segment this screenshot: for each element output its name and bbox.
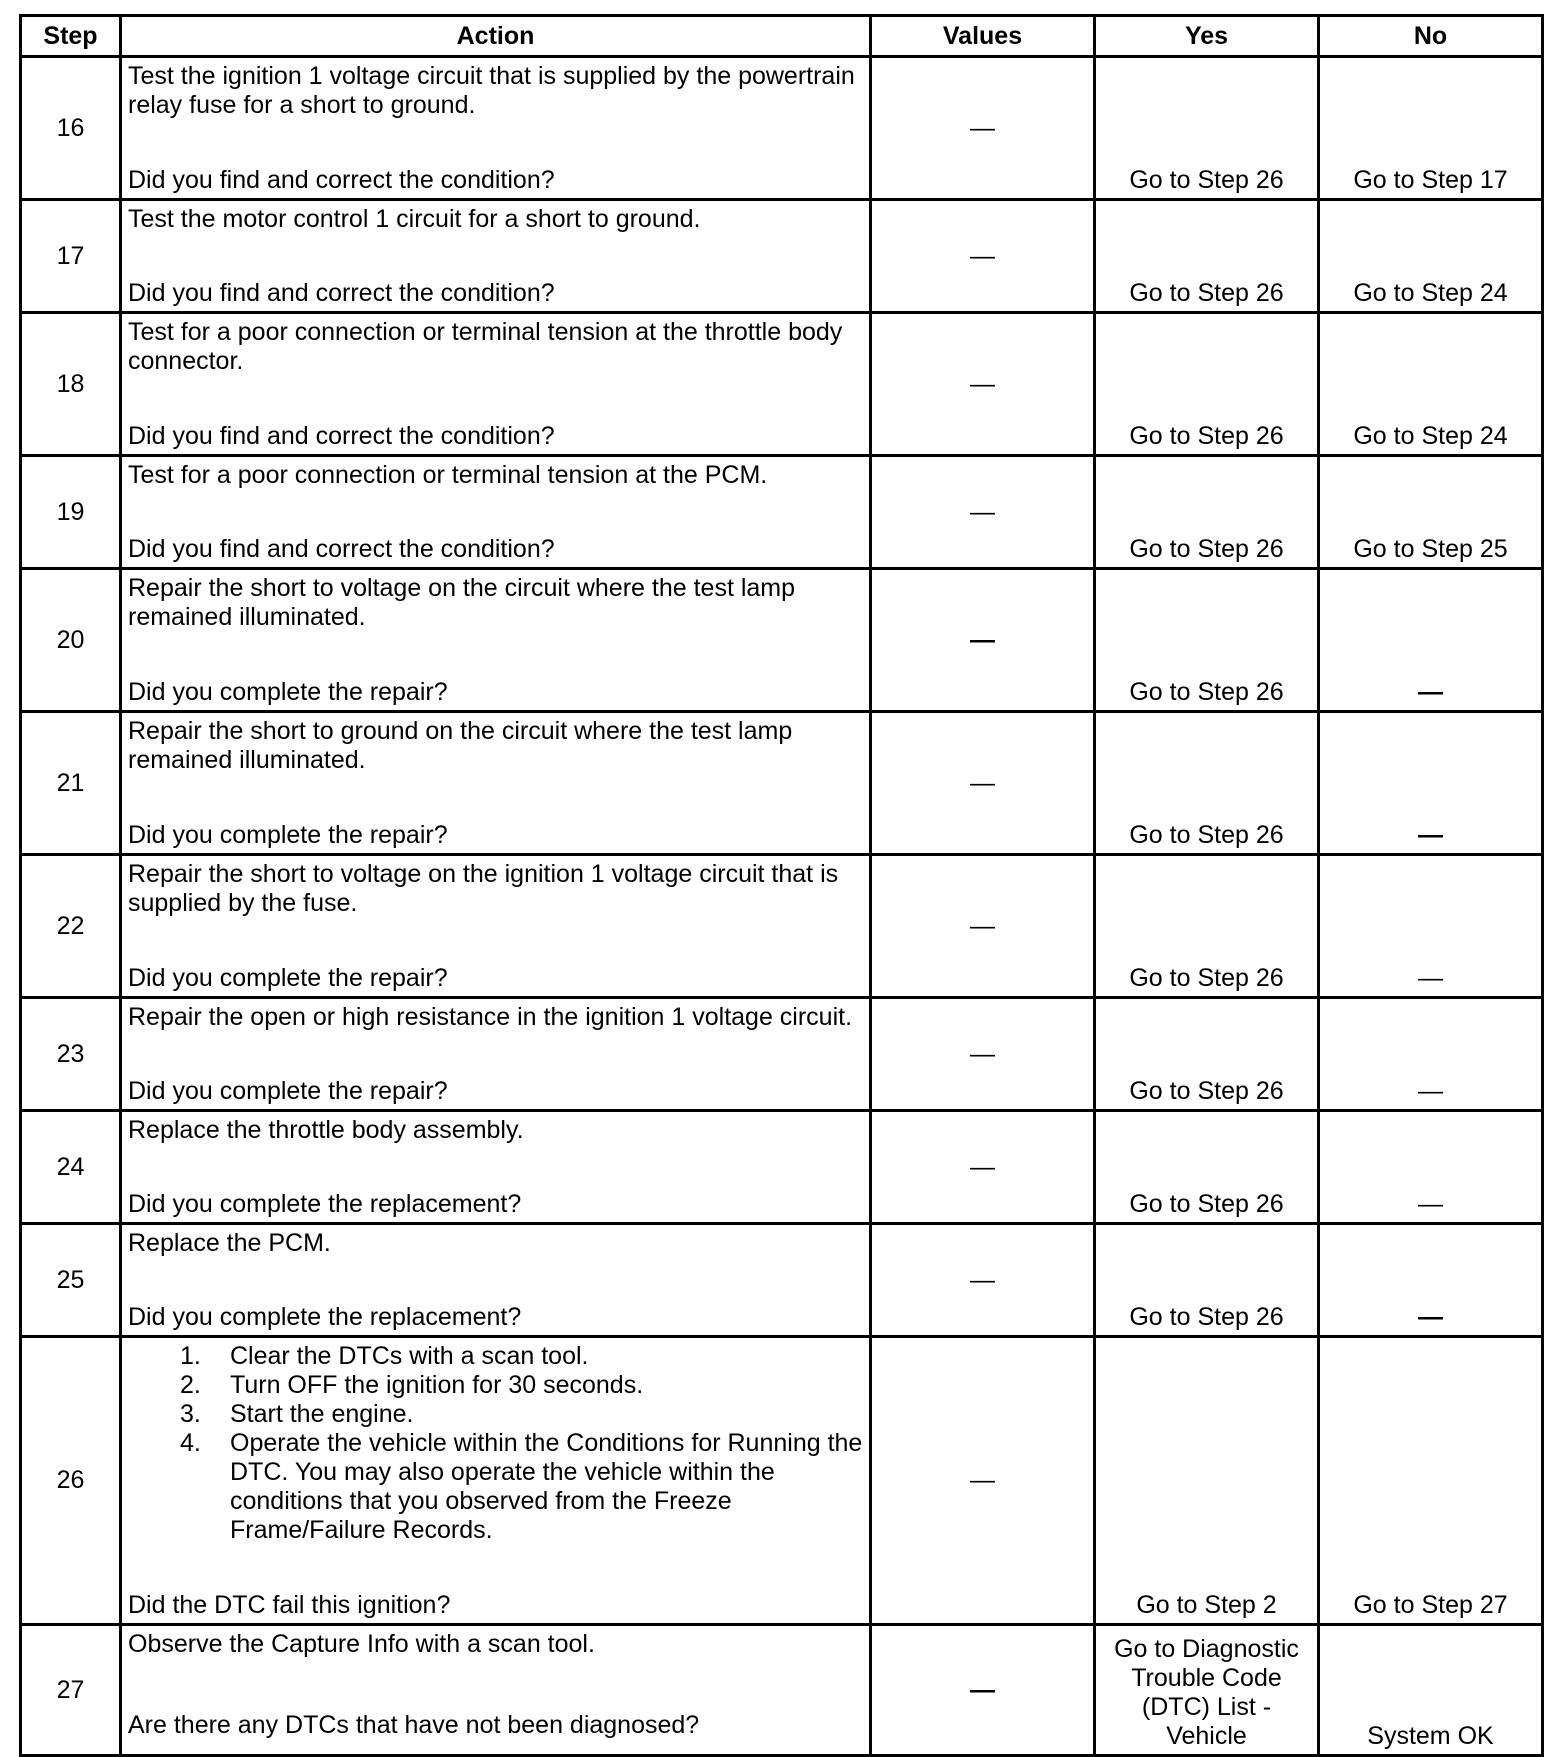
no-text: — [1418,1303,1443,1331]
yes-text: Go to Diagnostic Trouble Code (DTC) List - Vehicle [1114,1635,1299,1750]
step-number: 26 [21,1337,121,1625]
step-number: 20 [21,569,121,712]
yes-text: Go to Step 26 [1129,279,1284,307]
table-row [21,855,1543,998]
yes-text: Go to Step 26 [1129,1303,1284,1331]
values-cell: — [871,1111,1095,1224]
action-text: Repair the short to ground on the circuit where the test lamp remained illuminated. [128,717,793,774]
no-cell [1319,313,1543,456]
list-item [180,1342,863,1371]
no-cell [1319,1337,1543,1625]
action-text: Test the motor control 1 circuit for a short to ground. [128,205,701,233]
action-question: Did you find and correct the condition? [128,535,555,563]
yes-cell [1095,1111,1319,1224]
action-cell [121,712,871,855]
no-text: Go to Step 17 [1353,166,1508,194]
action-question: Did you complete the repair? [128,678,448,706]
no-cell [1319,1224,1543,1337]
yes-cell [1095,313,1319,456]
no-text: Go to Step 27 [1353,1591,1508,1619]
list-item [180,1429,863,1545]
no-cell [1319,855,1543,998]
action-text: Test the ignition 1 voltage circuit that is supplied by the powertrain relay fuse for a short to ground. [128,62,855,119]
action-text: Observe the Capture Info with a scan tool. [128,1630,595,1658]
step-number: 18 [21,313,121,456]
yes-text: Go to Step 26 [1129,1190,1284,1218]
step-number: 27 [21,1625,121,1756]
no-cell [1319,1625,1543,1756]
action-cell [121,1224,871,1337]
list-item [180,1371,863,1400]
action-cell [121,1111,871,1224]
list-number: 3. [180,1400,201,1428]
table-row [21,1111,1543,1224]
action-question: Did you find and correct the condition? [128,422,555,450]
action-text: Repair the short to voltage on the circuit where the test lamp remained illuminated. [128,574,796,631]
no-text: — [1418,678,1443,706]
no-cell [1319,998,1543,1111]
yes-cell [1095,998,1319,1111]
no-text: Go to Step 25 [1353,535,1508,563]
list-text: Turn OFF the ignition for 30 seconds. [230,1371,644,1399]
yes-cell [1095,200,1319,313]
values-cell: — [871,998,1095,1111]
header-yes: Yes [1095,16,1319,57]
action-cell [121,855,871,998]
action-text: Replace the throttle body assembly. [128,1116,524,1144]
yes-cell [1095,1224,1319,1337]
yes-text: Go to Step 26 [1129,964,1284,992]
action-question: Did the DTC fail this ignition? [128,1591,451,1619]
action-text: Test for a poor connection or terminal tension at the PCM. [128,461,768,489]
table-row [21,712,1543,855]
diagnostic-table [19,14,1544,1757]
table-row [21,57,1543,200]
yes-text: Go to Step 26 [1129,422,1284,450]
action-cell [121,313,871,456]
yes-cell [1095,57,1319,200]
values-cell: — [871,569,1095,712]
table-row [21,998,1543,1111]
no-cell [1319,200,1543,313]
list-text: Operate the vehicle within the Conditions for Running the DTC. You may also operate the vehicle within the conditions that you observed from the Freeze Frame/Failure Records. [230,1429,863,1544]
yes-text: Go to Step 2 [1136,1591,1277,1619]
table-row [21,569,1543,712]
values-cell: — [871,313,1095,456]
values-cell: — [871,712,1095,855]
action-question: Did you complete the replacement? [128,1190,522,1218]
no-text: — [1418,1190,1443,1218]
no-cell [1319,1111,1543,1224]
action-text: Test for a poor connection or terminal tension at the throttle body connector. [128,318,843,375]
values-cell: — [871,200,1095,313]
yes-text: Go to Step 26 [1129,166,1284,194]
action-question: Did you complete the repair? [128,821,448,849]
action-question: Did you complete the repair? [128,1077,448,1105]
action-cell [121,998,871,1111]
no-text: Go to Step 24 [1353,279,1508,307]
no-text: — [1418,821,1443,849]
procedure-list [128,1342,863,1545]
no-text: Go to Step 24 [1353,422,1508,450]
action-question: Did you complete the replacement? [128,1303,522,1331]
header-no: No [1319,16,1543,57]
no-cell [1319,456,1543,569]
yes-text: Go to Step 26 [1129,821,1284,849]
values-cell: — [871,57,1095,200]
yes-cell [1095,569,1319,712]
action-cell [121,200,871,313]
table-row [21,313,1543,456]
values-cell: — [871,855,1095,998]
header-action: Action [121,16,871,57]
yes-cell [1095,456,1319,569]
list-text: Start the engine. [230,1400,414,1428]
yes-text: Go to Step 26 [1129,678,1284,706]
table-row [21,1625,1543,1756]
yes-text: Go to Step 26 [1129,1077,1284,1105]
yes-cell [1095,712,1319,855]
list-number: 1. [180,1342,201,1370]
header-values: Values [871,16,1095,57]
step-number: 17 [21,200,121,313]
values-cell: — [871,1224,1095,1337]
no-text: System OK [1367,1722,1494,1750]
yes-cell [1095,1337,1319,1625]
list-text: Clear the DTCs with a scan tool. [230,1342,589,1370]
header-step: Step [21,16,121,57]
values-cell: — [871,456,1095,569]
action-text: Repair the short to voltage on the ignition 1 voltage circuit that is supplied by the fuse. [128,860,839,917]
step-number: 21 [21,712,121,855]
action-cell [121,1625,871,1756]
action-text: Replace the PCM. [128,1229,331,1257]
yes-cell [1095,855,1319,998]
table-row [21,1337,1543,1625]
yes-text: Go to Step 26 [1129,535,1284,563]
list-number: 2. [180,1371,201,1399]
yes-cell [1095,1625,1319,1756]
list-number: 4. [180,1429,201,1457]
step-number: 25 [21,1224,121,1337]
action-cell [121,456,871,569]
table-row [21,200,1543,313]
no-cell [1319,712,1543,855]
action-question: Are there any DTCs that have not been diagnosed? [128,1711,700,1739]
no-cell [1319,569,1543,712]
header-row [21,16,1543,57]
action-question: Did you complete the repair? [128,964,448,992]
values-cell: — [871,1337,1095,1625]
no-cell [1319,57,1543,200]
step-number: 24 [21,1111,121,1224]
action-cell [121,57,871,200]
step-number: 16 [21,57,121,200]
list-item [180,1400,863,1429]
action-cell [121,1337,871,1625]
values-cell: — [871,1625,1095,1756]
action-cell [121,569,871,712]
no-text: — [1418,964,1443,992]
step-number: 23 [21,998,121,1111]
action-text: Repair the open or high resistance in the ignition 1 voltage circuit. [128,1003,853,1031]
no-text: — [1418,1077,1443,1105]
step-number: 22 [21,855,121,998]
step-number: 19 [21,456,121,569]
action-question: Did you find and correct the condition? [128,166,555,194]
table-row [21,1224,1543,1337]
action-question: Did you find and correct the condition? [128,279,555,307]
table-row [21,456,1543,569]
